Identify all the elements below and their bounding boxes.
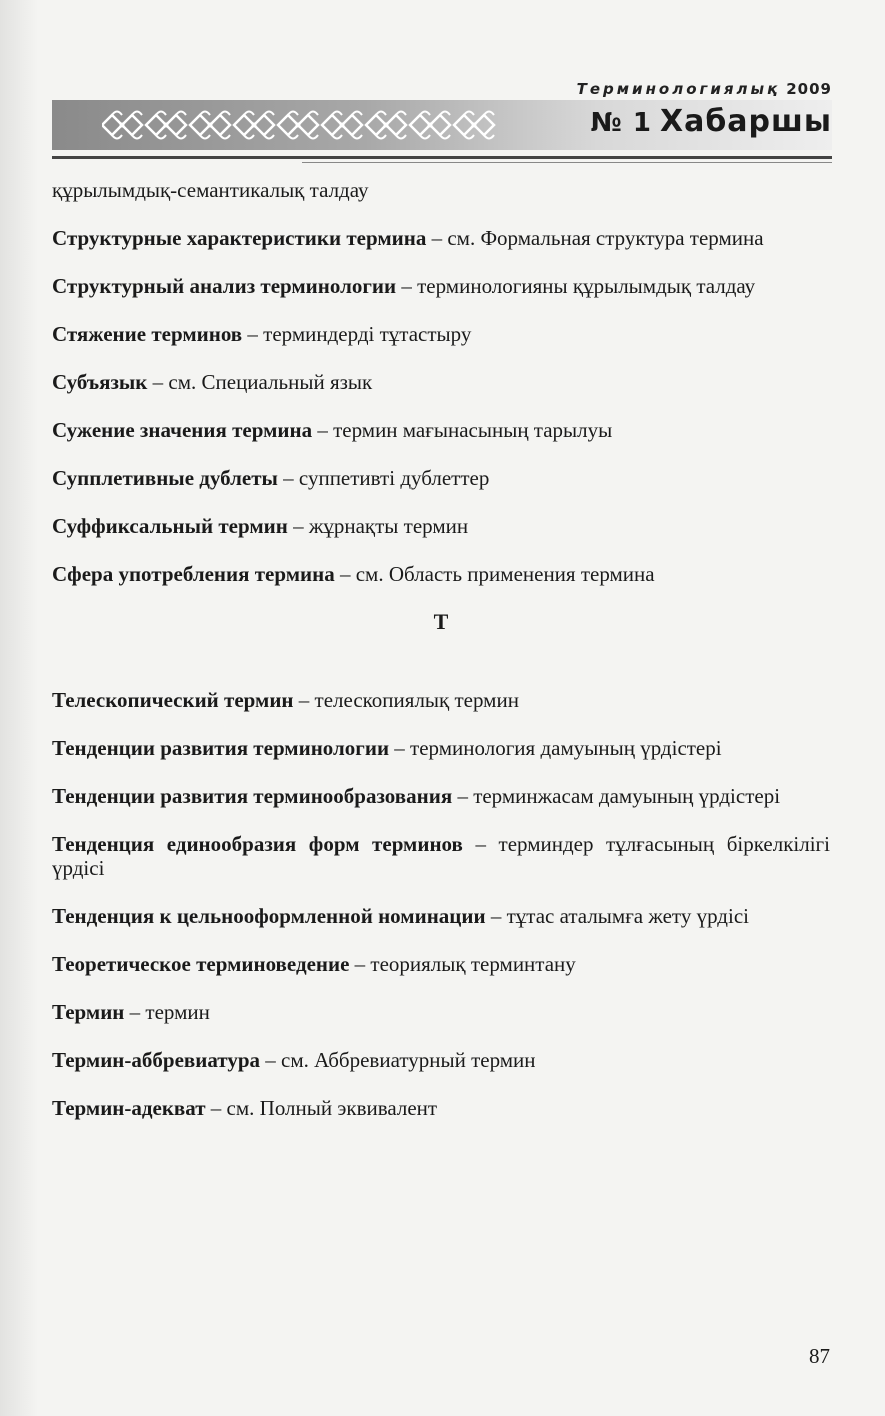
entry-term: Сфера употребления термина xyxy=(52,562,335,586)
dictionary-entry xyxy=(52,418,830,442)
entry-term: Стяжение терминов xyxy=(52,322,243,346)
entry-definition: – терминдер тұлғасының біркелкілігі үрдісі xyxy=(52,832,830,880)
section-letter: Т xyxy=(433,609,449,634)
dictionary-entry xyxy=(52,1000,830,1024)
ornament-pattern-icon xyxy=(102,106,502,144)
entry-term: Тенденции развития терминологии xyxy=(52,736,390,760)
entry-term: Теоретическое терминоведение xyxy=(52,952,350,976)
entry-term: Тенденция к цельнооформленной номинации xyxy=(52,904,486,928)
header-rule xyxy=(52,156,832,159)
journal-title-line xyxy=(577,80,832,98)
entry-definition: – теориялық терминтану xyxy=(349,952,576,976)
entry-term: Термин-адекват xyxy=(52,1096,206,1120)
dictionary-entry xyxy=(52,688,830,712)
page-edge-shadow xyxy=(0,0,38,1416)
entry-definition: – см. Область применения термина xyxy=(334,562,655,586)
dictionary-entry xyxy=(52,1096,830,1120)
journal-header xyxy=(52,76,832,166)
entry-definition: – термин xyxy=(124,1000,210,1024)
dictionary-entry xyxy=(52,784,830,808)
issue-title xyxy=(591,104,832,139)
entry-definition: – телескопиялық термин xyxy=(293,688,519,712)
header-rule-thin xyxy=(302,162,832,163)
dictionary-entry xyxy=(52,226,830,250)
entry-definition: – суппетивті дублеттер xyxy=(277,466,490,490)
dictionary-entry xyxy=(52,274,830,298)
dictionary-entry xyxy=(52,322,830,346)
entry-term: Структурный анализ терминологии xyxy=(52,274,397,298)
entry-term: Супплетивные дублеты xyxy=(52,466,278,490)
dictionary-content xyxy=(52,178,830,1144)
entry-term: Субъязык xyxy=(52,370,148,394)
entry-definition: – см. Полный эквивалент xyxy=(205,1096,438,1120)
entry-definition: – терминдерді тұтастыру xyxy=(242,322,472,346)
entry-definition: – см. Формальная структура термина xyxy=(426,226,764,250)
entry-term: Суффиксальный термин xyxy=(52,514,288,538)
journal-top-word: Терминологиялық xyxy=(576,80,781,98)
dictionary-entry xyxy=(52,952,830,976)
entry-term: Термин-аббревиатура xyxy=(52,1048,261,1072)
dictionary-entry xyxy=(52,370,830,394)
entry-definition: – тұтас аталымға жету үрдісі xyxy=(485,904,749,928)
entry-term: Сужение значения термина xyxy=(52,418,313,442)
entry-definition: – терминологияны құрылымдық талдау xyxy=(396,274,756,298)
entry-term: Структурные характеристики термина xyxy=(52,226,427,250)
dictionary-entry xyxy=(52,832,830,880)
dictionary-entry xyxy=(52,514,830,538)
entry-definition: – терминжасам дамуының үрдістері xyxy=(452,784,781,808)
entry-term: Тенденция единообразия форм терминов xyxy=(52,832,463,856)
dictionary-entry xyxy=(52,1048,830,1072)
dictionary-entry xyxy=(52,466,830,490)
entry-definition: – см. Аббревиатурный термин xyxy=(260,1048,536,1072)
entry-definition: – см. Специальный язык xyxy=(147,370,373,394)
entry-term: Термин xyxy=(52,1000,125,1024)
page-number: 87 xyxy=(809,1344,830,1368)
dictionary-entry xyxy=(52,736,830,760)
journal-name: Хабаршы xyxy=(659,104,832,139)
dictionary-entry xyxy=(52,562,830,586)
issue-number: № 1 xyxy=(590,108,652,138)
entry-definition: – жұрнақты термин xyxy=(287,514,469,538)
entry-definition: – терминология дамуының үрдістері xyxy=(389,736,722,760)
dictionary-entry xyxy=(52,904,830,928)
journal-year: 2009 xyxy=(786,80,832,98)
entry-continuation: құрылымдық-семантикалық талдау xyxy=(52,178,369,202)
entry-term: Тенденции развития терминообразования xyxy=(52,784,453,808)
entry-term: Телескопический термин xyxy=(52,688,294,712)
entry-definition: – термин мағынасының тарылуы xyxy=(312,418,613,442)
